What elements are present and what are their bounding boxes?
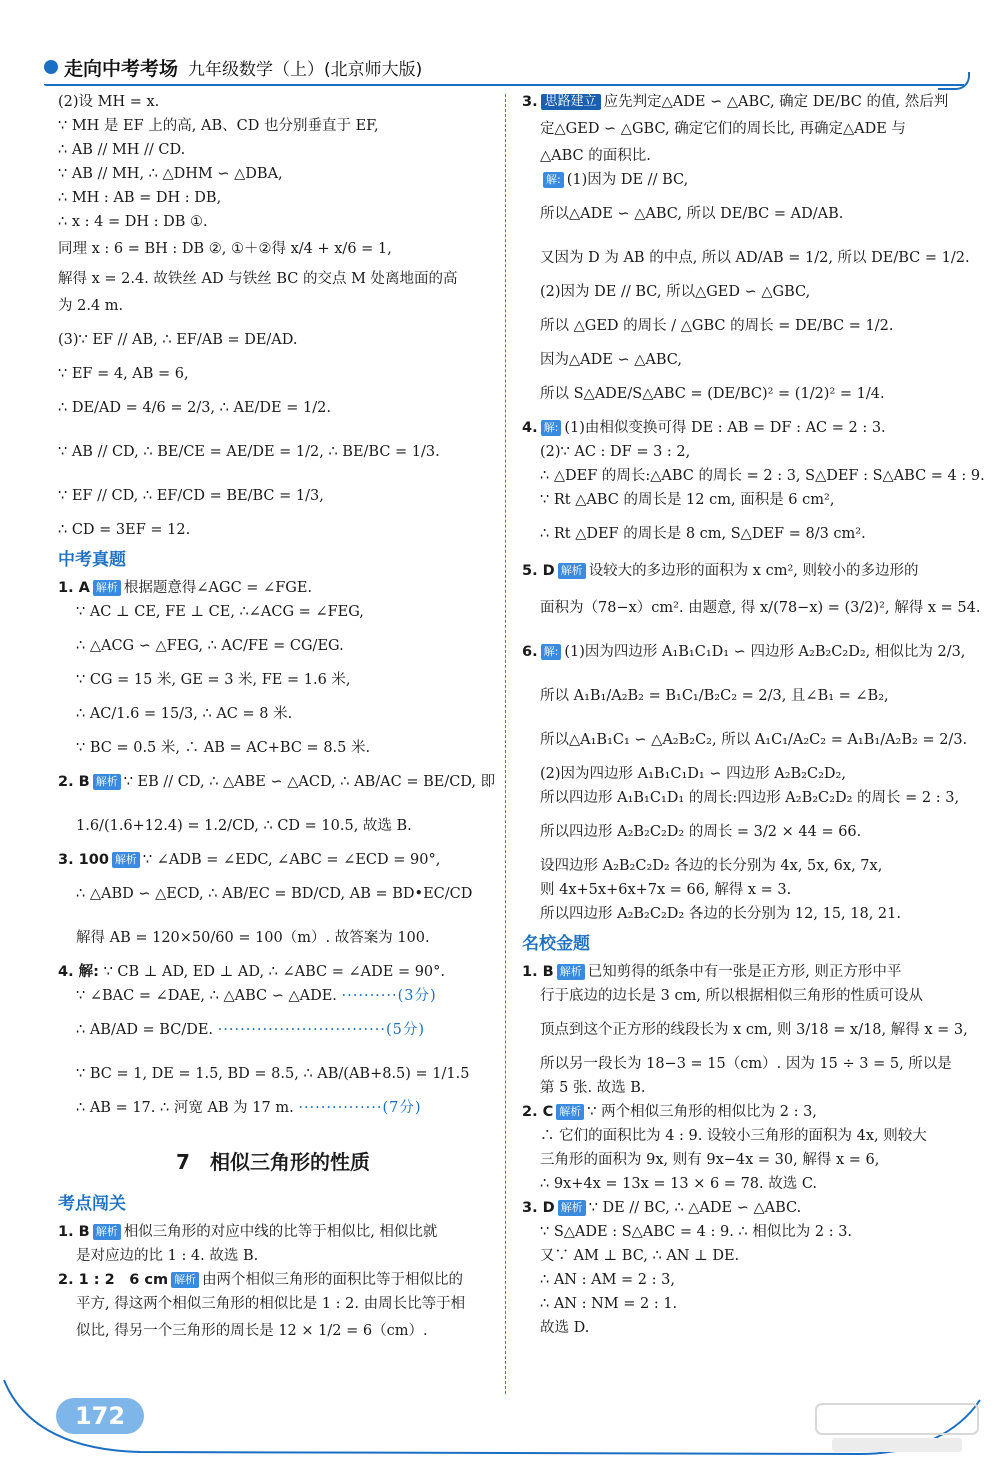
answer-number: 5. D (522, 563, 555, 579)
text-line: ∴ △ACG ∽ △FEG, ∴ AC/FE = CG/EG. (76, 638, 344, 654)
text-line: 设四边形 A₂B₂C₂D₂ 各边的长分别为 4x, 5x, 6x, 7x, (540, 858, 883, 874)
text-line: ∵ Rt △ABC 的周长是 12 cm, 面积是 6 cm², (540, 492, 835, 508)
text-line: 为 2.4 m. (58, 298, 124, 314)
answer-number: 1. B (522, 964, 554, 980)
left-column: (2)设 MH = x. ∵ MH 是 EF 上的高, AB、CD 也分别垂直于 EF, ∴ AB // MH // CD. ∵ AB // MH, ∴ △DHM ∽ △DBA, ∴ MH : AB = DH : DB, ∴ x : 4 = DH : DB ①. 同理 x : 6 = BH : DB ②, ①＋②得 x/4 + x/6 = 1, 解得 x = 2.4. 故铁丝 AD 与铁丝 BC 的交点 M 处离地面的高 为 2.4 m. (3)∵ EF // AB, ∴ EF/AB = DE/AD. ∵ EF = 4, AB = 6, ∴ DE/AD = 4/6 = 2/3, ∴ AE/DE = 1/2. ∵ AB // CD, ∴ BE/CE = AE/DE = 1/2, ∴ BE/BC = 1/3. ∵ EF // CD, ∴ EF/CD = BE/BC = 1/3, ∴ CD = 3EF = 12. 中考真题 1. A 解析 根据题意得∠AGC = ∠FGE. ∵ AC ⊥ CE, FE ⊥ CE, ∴∠ACG = ∠FEG, ∴ △ACG ∽ △FEG, ∴ AC/FE = CG/EG. ∵ CG = 15 米, GE = 3 米, FE = 1.6 米, ∴ AC/1.6 = 15/3, ∴ AC = 8 米. ∵ BC = 0.5 米, ∴ AB = AC+BC = 8.5 米. 2. B 解析 ∵ EB // CD, ∴ △ABE ∽ △ACD, ∴ AB/AC = BE/CD, 即 1.6/(1.6+12.4) = 1.2/CD, ∴ CD = 10.5, 故选 B. 3. 100 解析 ∵ ∠ADB = ∠EDC, ∠ABC = ∠ECD = 90°, ∴ △ABD ∽ △ECD, ∴ AB/EC = BD/CD, AB = BD•EC/CD 解得 AB = 120×50/60 = 100（m）. 故答案为 100. 4. 解: ∵ CB ⊥ AD, ED ⊥ AD, ∴ ∠ABC = ∠ADE = 90°. ∵ ∠BAC = ∠DAE, ∴ △ABC ∽ △ADE. ··········(3分) ∴ AB/AD = BC/DE. ······························(5分) ∵ BC = 1, DE = 1.5, BD = 8.5, ∴ AB/(AB+8.5) = 1/1.5 ∴ AB = 17. ∴ 河宽 AB 为 17 m. ···············(7分) 7 相似三角形的性质 考点闯关 1. B 解析 相似三角形的对应中线的比等于相似比, 相似比就 是对应边的比 1 : 4. 故选 B. 2. 1 : 2 6 cm 解析 由两个相似三角形的面积比等于相似比的 平方, 得这两个相似三角形的相似比是 1 : 2. 由周长比等于相 似比, 得另一个三角形的周长是 12 × 1/2 = 6（cm）. (58, 90, 488, 1346)
analysis-tag: 解析 (93, 774, 121, 790)
text-line: 定△GED ∽ △GBC, 确定它们的周长比, 再确定△ADE 与 (540, 121, 906, 137)
text-line: 第 5 张. 故选 B. (540, 1080, 646, 1096)
text-line: 同理 x : 6 = BH : DB ②, ①＋②得 x/4 + x/6 = 1, (58, 241, 392, 257)
text-line: 则 4x+5x+6x+7x = 66, 解得 x = 3. (540, 882, 792, 898)
text-line: 所以四边形 A₁B₁C₁D₁ 的周长:四边形 A₂B₂C₂D₂ 的周长 = 2 : 3, (540, 790, 960, 806)
answer-number: 1. B (58, 1224, 90, 1240)
section-heading-kaodian: 考点闯关 (58, 1194, 126, 1214)
text-line: 根据题意得∠AGC = ∠FGE. (123, 580, 313, 596)
text-line: 是对应边的比 1 : 4. 故选 B. (76, 1248, 259, 1264)
text-line: ∵ CB ⊥ AD, ED ⊥ AD, ∴ ∠ABC = ∠ADE = 90°. (103, 964, 446, 980)
text-line: 解得 x = 2.4. 故铁丝 AD 与铁丝 BC 的交点 M 处离地面的高 (58, 271, 458, 287)
text-line: 似比, 得另一个三角形的周长是 12 × 1/2 = 6（cm）. (76, 1323, 428, 1339)
text-line: ∴ Rt △DEF 的周长是 8 cm, S△DEF = 8/3 cm². (540, 526, 866, 542)
answer-number: 6. (522, 644, 538, 660)
text-line: ∴ △ABD ∽ △ECD, ∴ AB/EC = BD/CD, AB = BD•EC/CD (76, 886, 473, 902)
watermark-logo-icon (812, 1400, 982, 1456)
text-line: ∴ AN : NM = 2 : 1. (540, 1296, 678, 1312)
text-line: ∵ S△ADE : S△ABC = 4 : 9. ∴ 相似比为 2 : 3. (540, 1224, 853, 1240)
text-line: ∴ AC/1.6 = 15/3, ∴ AC = 8 米. (76, 706, 293, 722)
text-line: 所以 △GED 的周长 / △GBC 的周长 = DE/BC = 1/2. (540, 318, 894, 334)
text-line: ∵ BC = 0.5 米, ∴ AB = AC+BC = 8.5 米. (76, 740, 371, 756)
book-subtitle: 九年级数学（上）(北京师大版) (188, 59, 423, 80)
text-line: ∵ ∠ADB = ∠EDC, ∠ABC = ∠ECD = 90°, (142, 852, 441, 868)
text-line: ∵ MH 是 EF 上的高, AB、CD 也分别垂直于 EF, (58, 118, 379, 134)
text-line: 行于底边的边长是 3 cm, 所以根据相似三角形的性质可设从 (540, 988, 924, 1004)
text-line: 1.6/(1.6+12.4) = 1.2/CD, ∴ CD = 10.5, 故选 B. (76, 818, 412, 834)
text-line: (2)因为四边形 A₁B₁C₁D₁ ∽ 四边形 A₂B₂C₂D₂, (540, 766, 846, 782)
text-line: 平方, 得这两个相似三角形的相似比是 1 : 2. 由周长比等于相 (76, 1296, 466, 1312)
text-line: 相似三角形的对应中线的比等于相似比, 相似比就 (123, 1224, 438, 1240)
text-line: 因为△ADE ∽ △ABC, (540, 352, 682, 368)
analysis-tag: 解析 (93, 1224, 121, 1240)
text-line: 故选 D. (540, 1320, 590, 1336)
analysis-tag: 解析 (93, 580, 121, 596)
text-line: (1)因为四边形 A₁B₁C₁D₁ ∽ 四边形 A₂B₂C₂D₂, 相似比为 2/3, (564, 644, 966, 660)
text-line: 所以另一段长为 18−3 = 15（cm）. 因为 15 ÷ 3 = 5, 所以是 (540, 1056, 952, 1072)
answer-number: 3. D (522, 1200, 555, 1216)
text-line: ∴ AN : AM = 2 : 3, (540, 1272, 675, 1288)
header-rule (44, 84, 964, 86)
text-line: ∵ CG = 15 米, GE = 3 米, FE = 1.6 米, (76, 672, 351, 688)
series-title: 走向中考考场 (64, 57, 179, 80)
text-line: 三角形的面积为 9x, 则有 9x−4x = 30, 解得 x = 6, (540, 1152, 880, 1168)
text-line: ∵ EF = 4, AB = 6, (58, 366, 189, 382)
text-line: ∴ AB // MH // CD. (58, 142, 186, 158)
text-line: ∵ EB // CD, ∴ △ABE ∽ △ACD, ∴ AB/AC = BE/CD, 即 (123, 774, 496, 790)
text-line: (2)因为 DE // BC, 所以△GED ∽ △GBC, (540, 284, 811, 300)
text-line: ∵ AB // CD, ∴ BE/CE = AE/DE = 1/2, ∴ BE/BC = 1/3. (58, 444, 440, 460)
text-line: 由两个相似三角形的面积比等于相似比的 (202, 1272, 464, 1288)
page-number: 172 (56, 1398, 144, 1434)
text-line: 所以△A₁B₁C₁ ∽ △A₂B₂C₂, 所以 A₁C₁/A₂C₂ = A₁B₁/A₂B₂ = 2/3. (540, 732, 968, 748)
text-line: ∴ MH : AB = DH : DB, (58, 190, 222, 206)
score-mark: (7分) (382, 1100, 422, 1116)
text-line: ∵ 两个相似三角形的相似比为 2 : 3, (587, 1104, 817, 1120)
header-curl-decoration (938, 72, 970, 90)
bullet-dot-icon (44, 60, 58, 74)
text-line: ∴ 9x+4x = 13x = 13 × 6 = 78. 故选 C. (540, 1176, 818, 1192)
text-line: ∴ CD = 3EF = 12. (58, 522, 191, 538)
score-mark: (5分) (385, 1022, 425, 1038)
text-line: (1)由相似变换可得 DE : AB = DF : AC = 2 : 3. (564, 420, 886, 436)
text-line: (2)设 MH = x. (58, 94, 160, 110)
score-mark: (3分) (397, 988, 437, 1004)
text-line: ∴ DE/AD = 4/6 = 2/3, ∴ AE/DE = 1/2. (58, 400, 331, 416)
text-line: 所以 S△ADE/S△ABC = (DE/BC)² = (1/2)² = 1/4. (540, 386, 885, 402)
text-line: 又∵ AM ⊥ BC, ∴ AN ⊥ DE. (540, 1248, 740, 1264)
text-line: ∴ AB = 17. ∴ 河宽 AB 为 17 m. (76, 1100, 294, 1116)
section-heading-zhongkao: 中考真题 (58, 550, 126, 570)
solution-tag: 解: (541, 420, 562, 436)
answer-number: 4. (522, 420, 538, 436)
solution-tag: 解: (543, 172, 564, 188)
solution-tag: 解: (541, 644, 562, 660)
section-heading-mingxiao: 名校金题 (522, 934, 590, 954)
answer-number: 1. A (58, 580, 90, 596)
text-line: 所以 A₁B₁/A₂B₂ = B₁C₁/B₂C₂ = 2/3, 且∠B₁ = ∠B₂, (540, 688, 889, 704)
text-line: △ABC 的面积比. (540, 148, 651, 164)
text-line: 已知剪得的纸条中有一张是正方形, 则正方形中平 (587, 964, 902, 980)
answer-number: 3. (522, 94, 538, 110)
text-line: ∵ AC ⊥ CE, FE ⊥ CE, ∴∠ACG = ∠FEG, (76, 604, 364, 620)
text-line: ∴ x : 4 = DH : DB ①. (58, 214, 208, 230)
text-line: ∵ ∠BAC = ∠DAE, ∴ △ABC ∽ △ADE. (76, 988, 337, 1004)
text-line: (2)∵ AC : DF = 3 : 2, (540, 444, 691, 460)
text-line: 所以△ADE ∽ △ABC, 所以 DE/BC = AD/AB. (540, 206, 844, 222)
page-header (44, 52, 422, 82)
analysis-tag: 解析 (558, 1200, 586, 1216)
text-line: ∵ AB // MH, ∴ △DHM ∽ △DBA, (58, 166, 283, 182)
analysis-tag: 解析 (112, 852, 140, 868)
answer-number: 2. 1 : 2 6 cm (58, 1272, 169, 1288)
answer-number: 3. 100 (58, 852, 109, 868)
text-line: ∵ EF // CD, ∴ EF/CD = BE/BC = 1/3, (58, 488, 324, 504)
column-divider (505, 94, 506, 1394)
answer-number: 4. 解: (58, 964, 99, 980)
answer-number: 2. B (58, 774, 90, 790)
text-line: 应先判定△ADE ∽ △ABC, 确定 DE/BC 的值, 然后判 (603, 94, 949, 110)
analysis-tag: 解析 (558, 563, 586, 579)
text-line: ∵ DE // BC, ∴ △ADE ∽ △ABC. (588, 1200, 802, 1216)
text-line: 设较大的多边形的面积为 x cm², 则较小的多边形的 (588, 563, 919, 579)
text-line: ∵ BC = 1, DE = 1.5, BD = 8.5, ∴ AB/(AB+8.5) = 1/1.5 (76, 1066, 470, 1082)
text-line: 又因为 D 为 AB 的中点, 所以 AD/AB = 1/2, 所以 DE/BC = 1/2. (540, 250, 970, 266)
text-line: 解得 AB = 120×50/60 = 100（m）. 故答案为 100. (76, 930, 430, 946)
approach-tag: 思路建立 (541, 94, 601, 110)
right-column (522, 90, 985, 1340)
text-line: ∴ △DEF 的周长:△ABC 的周长 = 2 : 3, S△DEF : S△ABC = 4 : 9. (540, 468, 985, 484)
text-line: ∴ 它们的面积比为 4 : 9. 设较小三角形的面积为 4x, 则较大 (540, 1128, 927, 1144)
text-line: 所以四边形 A₂B₂C₂D₂ 各边的长分别为 12, 15, 18, 21. (540, 906, 901, 922)
analysis-tag: 解析 (556, 1104, 584, 1120)
text-line: (1)因为 DE // BC, (566, 172, 689, 188)
text-line: (3)∵ EF // AB, ∴ EF/AB = DE/AD. (58, 332, 298, 348)
analysis-tag: 解析 (171, 1272, 199, 1288)
text-line: ∴ AB/AD = BC/DE. (76, 1022, 214, 1038)
chapter-title: 7 相似三角形的性质 (176, 1150, 370, 1174)
text-line: 所以四边形 A₂B₂C₂D₂ 的周长 = 3/2 × 44 = 66. (540, 824, 862, 840)
answer-number: 2. C (522, 1104, 554, 1120)
text-line: 顶点到这个正方形的线段长为 x cm, 则 3/18 = x/18, 解得 x = 3, (540, 1022, 968, 1038)
text-line: 面积为（78−x）cm². 由题意, 得 x/(78−x) = (3/2)², 解得 x = 54. (540, 600, 981, 616)
analysis-tag: 解析 (557, 964, 585, 980)
